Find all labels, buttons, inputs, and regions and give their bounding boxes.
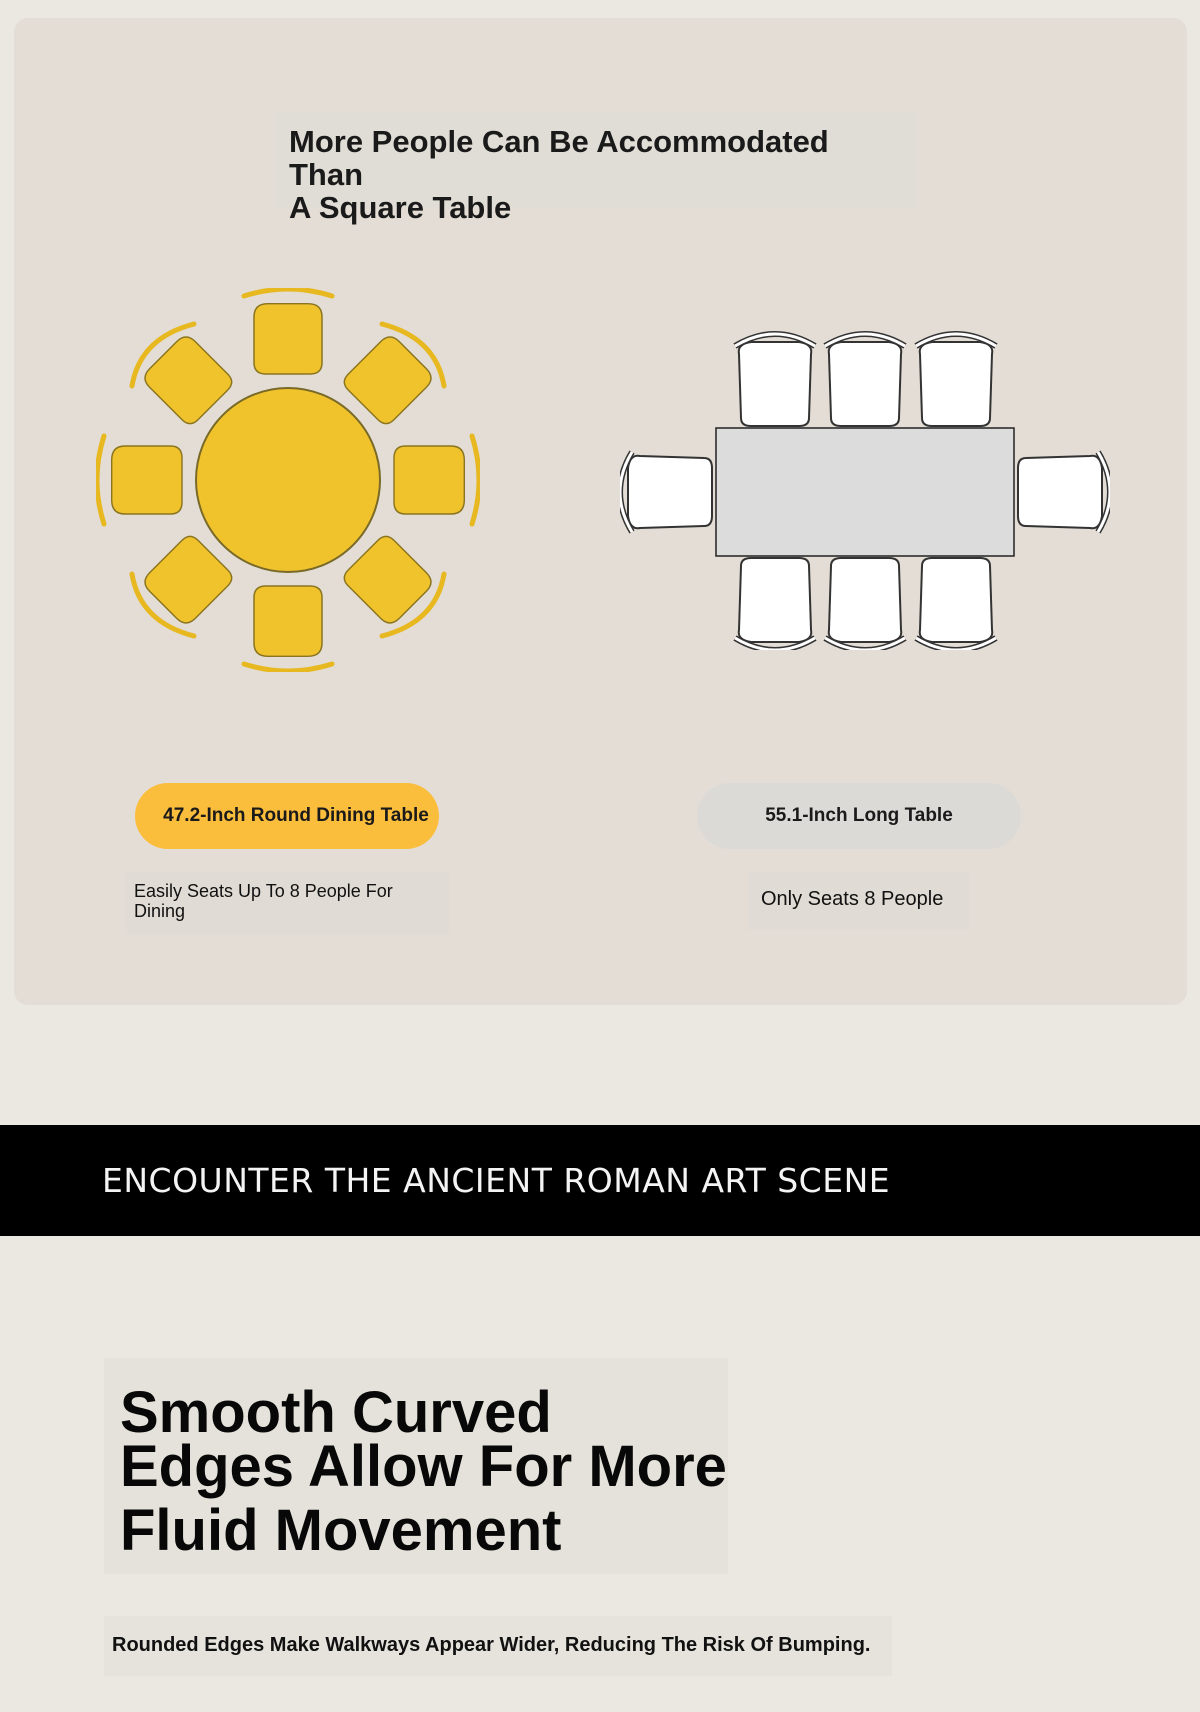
comparison-title-line1: More People Can Be Accommodated Than bbox=[289, 124, 829, 192]
long-table-diagram bbox=[620, 330, 1110, 650]
banner-text: ENCOUNTER THE ANCIENT ROMAN ART SCENE bbox=[102, 1161, 891, 1200]
round-caption-line2: Dining bbox=[134, 901, 186, 921]
long-table-label bbox=[697, 783, 1021, 849]
long-table-caption: Only Seats 8 People bbox=[748, 872, 970, 930]
feature-description: Rounded Edges Make Walkways Appear Wider, Reducing The Risk Of Bumping. bbox=[104, 1616, 892, 1676]
feature-title-line1: Smooth Curved bbox=[120, 1380, 552, 1445]
feature-title-line2: Edges Allow For More bbox=[120, 1434, 727, 1499]
round-table-diagram bbox=[96, 288, 480, 672]
round-caption-line1: Easily Seats Up To 8 People For bbox=[134, 881, 393, 901]
section-banner bbox=[0, 1125, 1200, 1236]
round-table-label-text: 47.2-Inch Round Dining Table bbox=[163, 805, 429, 826]
feature-title-line3: Fluid Movement bbox=[120, 1498, 562, 1563]
long-table-top bbox=[716, 428, 1014, 556]
comparison-title bbox=[275, 113, 915, 225]
round-table-caption bbox=[125, 872, 449, 934]
comparison-title-line2: A Square Table bbox=[289, 190, 512, 225]
long-table-label-text: 55.1-Inch Long Table bbox=[765, 805, 953, 826]
feature-title bbox=[120, 1380, 760, 1563]
round-table-label bbox=[135, 783, 439, 849]
